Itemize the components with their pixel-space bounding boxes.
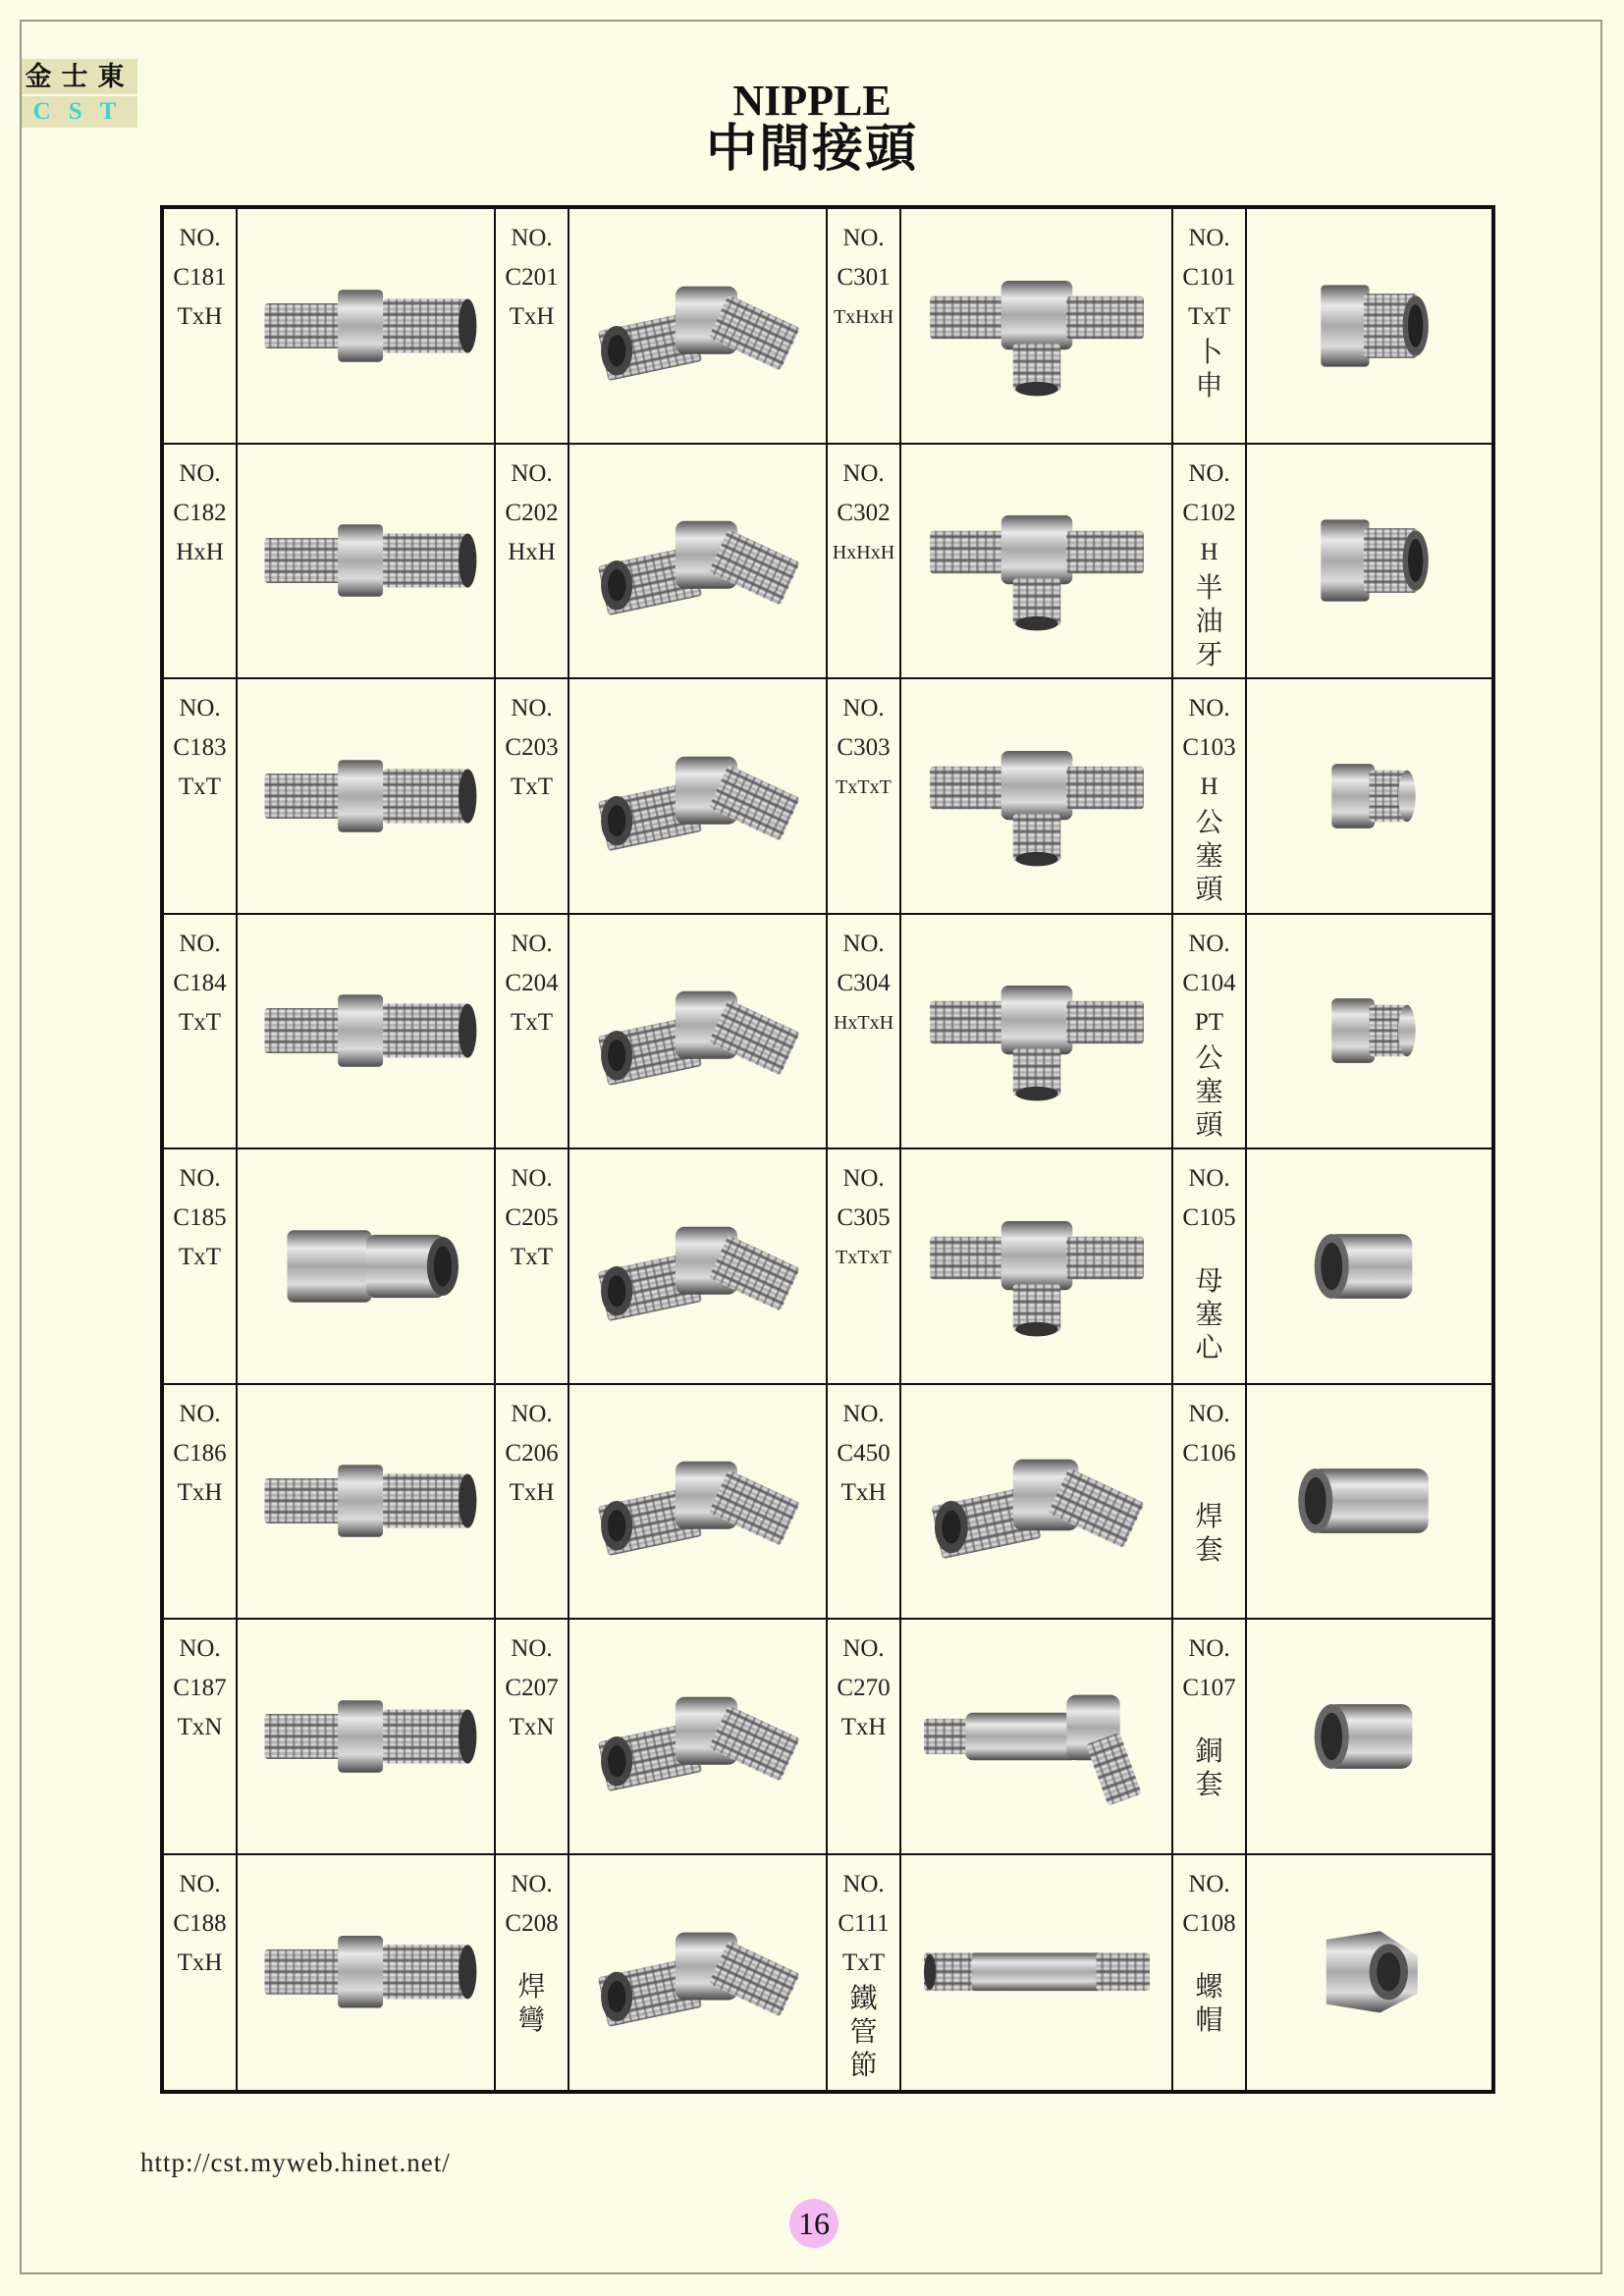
product-desc: 牙 bbox=[1195, 639, 1223, 670]
product-label-c203 bbox=[496, 679, 569, 915]
product-label-c187 bbox=[164, 1620, 238, 1855]
product-desc: 頭 bbox=[1195, 875, 1223, 905]
product-image-c184 bbox=[238, 915, 496, 1150]
elbow-fitting-icon bbox=[918, 1408, 1156, 1594]
product-desc: 申 bbox=[1195, 371, 1223, 401]
product-no: NO. bbox=[842, 1400, 885, 1427]
product-no: NO. bbox=[842, 1635, 885, 1662]
product-desc: TxH bbox=[177, 303, 223, 330]
product-no: NO. bbox=[842, 1165, 885, 1192]
product-image-c270 bbox=[901, 1620, 1173, 1855]
product-label-c188 bbox=[164, 1855, 238, 2091]
product-image-c203 bbox=[569, 679, 828, 915]
product-code: C202 bbox=[505, 499, 559, 526]
product-no: NO. bbox=[179, 459, 221, 487]
product-image-c181 bbox=[238, 209, 496, 445]
product-image-c182 bbox=[238, 445, 496, 680]
product-code: C207 bbox=[505, 1675, 559, 1701]
product-no: NO. bbox=[179, 1400, 221, 1427]
product-label-c183 bbox=[164, 679, 238, 915]
product-desc: 焊 bbox=[1195, 1501, 1223, 1532]
product-image-c207 bbox=[569, 1620, 828, 1855]
product-desc: H bbox=[1200, 538, 1218, 565]
product-image-c104 bbox=[1247, 915, 1491, 1150]
product-label-c182 bbox=[164, 445, 238, 680]
product-no: NO. bbox=[1188, 695, 1230, 721]
product-desc: TxH bbox=[509, 303, 555, 330]
elbow-fitting-icon bbox=[585, 937, 811, 1124]
product-image-c188 bbox=[238, 1855, 496, 2091]
product-label-c206 bbox=[496, 1385, 569, 1621]
product-code: C187 bbox=[173, 1675, 227, 1701]
product-image-c185 bbox=[238, 1149, 496, 1385]
product-code: C450 bbox=[837, 1439, 891, 1467]
product-code: C185 bbox=[173, 1204, 227, 1231]
product-image-c302 bbox=[901, 445, 1173, 680]
ring-fitting-icon bbox=[1262, 1173, 1477, 1360]
straight-fitting-icon bbox=[253, 1643, 479, 1830]
product-desc: HxHxH bbox=[832, 541, 895, 563]
straight-fitting-icon bbox=[253, 1878, 479, 2066]
product-code: C205 bbox=[505, 1204, 559, 1231]
straight-fitting-icon bbox=[253, 467, 479, 654]
product-desc: TxTxT bbox=[836, 776, 892, 798]
product-image-c201 bbox=[569, 209, 828, 445]
product-code: C302 bbox=[837, 499, 891, 526]
product-desc: 銅 bbox=[1195, 1736, 1223, 1767]
product-desc: 心 bbox=[1195, 1333, 1223, 1363]
product-label-c304 bbox=[828, 915, 901, 1150]
product-label-c204 bbox=[496, 915, 569, 1150]
product-image-c204 bbox=[569, 915, 828, 1150]
product-label-c186 bbox=[164, 1385, 238, 1621]
product-label-c303 bbox=[828, 679, 901, 915]
coupling-fitting-icon bbox=[253, 1173, 479, 1360]
product-image-c101 bbox=[1247, 209, 1491, 445]
product-desc: 焊 bbox=[517, 1971, 546, 2002]
product-desc: 管 bbox=[849, 2016, 878, 2048]
product-label-c105 bbox=[1173, 1149, 1247, 1385]
product-code: C102 bbox=[1182, 499, 1236, 526]
product-desc: TxH bbox=[840, 1478, 887, 1506]
product-no: NO. bbox=[1188, 1635, 1230, 1662]
product-image-c186 bbox=[238, 1385, 496, 1621]
elbow-fitting-icon bbox=[585, 1643, 811, 1830]
product-image-c301 bbox=[901, 209, 1173, 445]
product-code: C183 bbox=[173, 734, 227, 761]
product-desc: TxT bbox=[178, 1008, 222, 1036]
product-code: C107 bbox=[1182, 1675, 1236, 1701]
product-image-c303 bbox=[901, 679, 1173, 915]
product-label-c450 bbox=[828, 1385, 901, 1621]
product-code: C181 bbox=[173, 264, 227, 291]
sleeve-fitting-icon bbox=[1262, 1408, 1477, 1594]
product-image-c187 bbox=[238, 1620, 496, 1855]
product-code: C203 bbox=[505, 734, 559, 761]
product-image-c208 bbox=[569, 1855, 828, 2091]
product-desc: PT bbox=[1194, 1008, 1224, 1036]
product-image-c105 bbox=[1247, 1149, 1491, 1385]
product-no: NO. bbox=[1188, 459, 1230, 487]
product-code: C204 bbox=[505, 969, 559, 996]
product-code: C270 bbox=[837, 1675, 891, 1701]
product-no: NO. bbox=[511, 1635, 553, 1662]
product-image-c106 bbox=[1247, 1385, 1491, 1621]
tee-fitting-icon bbox=[918, 233, 1156, 419]
product-code: C111 bbox=[838, 1909, 890, 1937]
product-no: NO. bbox=[511, 459, 553, 487]
product-image-c305 bbox=[901, 1149, 1173, 1385]
product-desc: TxT bbox=[510, 1244, 554, 1270]
product-desc: TxN bbox=[509, 1714, 555, 1740]
product-desc: TxN bbox=[177, 1714, 223, 1740]
product-image-c111 bbox=[901, 1855, 1173, 2091]
product-label-c107 bbox=[1173, 1620, 1247, 1855]
product-desc: 油 bbox=[1195, 606, 1223, 637]
brand-en: CST bbox=[22, 96, 137, 128]
product-code: C182 bbox=[173, 499, 227, 526]
product-no: NO. bbox=[1188, 1165, 1230, 1192]
brand-cn: 金士東 bbox=[22, 59, 137, 94]
product-code: C101 bbox=[1182, 264, 1236, 291]
elbow-fitting-icon bbox=[585, 1173, 811, 1360]
product-desc: 鐵 bbox=[849, 1983, 878, 2014]
product-code: C108 bbox=[1182, 1909, 1236, 1937]
product-image-c183 bbox=[238, 679, 496, 915]
product-no: NO. bbox=[511, 695, 553, 721]
tee-fitting-icon bbox=[918, 1173, 1156, 1360]
product-label-c103 bbox=[1173, 679, 1247, 915]
product-no: NO. bbox=[1188, 225, 1230, 251]
product-label-c184 bbox=[164, 915, 238, 1150]
product-code: C188 bbox=[173, 1909, 227, 1937]
product-image-c450 bbox=[901, 1385, 1173, 1621]
product-desc: 母 bbox=[1195, 1266, 1223, 1297]
straight-fitting-icon bbox=[253, 937, 479, 1124]
product-label-c205 bbox=[496, 1149, 569, 1385]
product-image-c205 bbox=[569, 1149, 828, 1385]
product-desc: HxH bbox=[176, 538, 224, 565]
product-no: NO. bbox=[842, 459, 885, 487]
product-desc: 塞 bbox=[1195, 1300, 1223, 1330]
product-desc: 卜 bbox=[1195, 338, 1223, 368]
product-desc: 塞 bbox=[1195, 841, 1223, 872]
product-label-c102 bbox=[1173, 445, 1247, 680]
product-desc: TxH bbox=[509, 1478, 555, 1506]
product-label-c108 bbox=[1173, 1855, 1247, 2091]
product-desc: 半 bbox=[1195, 572, 1223, 604]
product-label-c106 bbox=[1173, 1385, 1247, 1621]
product-desc: 彎 bbox=[517, 2004, 546, 2036]
nut-fitting-icon bbox=[1262, 1878, 1477, 2066]
product-code: C305 bbox=[837, 1204, 891, 1231]
product-label-c202 bbox=[496, 445, 569, 680]
product-no: NO. bbox=[842, 695, 885, 721]
page-title bbox=[0, 79, 1624, 178]
product-image-c107 bbox=[1247, 1620, 1491, 1855]
product-code: C304 bbox=[837, 969, 891, 996]
product-no: NO. bbox=[511, 1165, 553, 1192]
product-no: NO. bbox=[179, 1870, 221, 1897]
long-elbow-fitting-icon bbox=[918, 1643, 1156, 1830]
product-label-c305 bbox=[828, 1149, 901, 1385]
product-desc: TxT bbox=[841, 1949, 886, 1976]
product-desc: 套 bbox=[1195, 1770, 1223, 1800]
product-no: NO. bbox=[1188, 1870, 1230, 1897]
product-code: C184 bbox=[173, 969, 227, 996]
product-label-c201 bbox=[496, 209, 569, 445]
elbow-fitting-icon bbox=[585, 703, 811, 889]
elbow-fitting-icon bbox=[585, 467, 811, 654]
product-desc: 套 bbox=[1195, 1534, 1223, 1566]
product-no: NO. bbox=[842, 225, 885, 251]
product-label-c207 bbox=[496, 1620, 569, 1855]
product-code: C105 bbox=[1182, 1204, 1236, 1231]
product-desc: TxTxT bbox=[836, 1247, 892, 1268]
product-desc: 塞 bbox=[1195, 1076, 1223, 1107]
product-code: C303 bbox=[837, 734, 891, 761]
product-label-c302 bbox=[828, 445, 901, 680]
product-label-c185 bbox=[164, 1149, 238, 1385]
product-label-c101 bbox=[1173, 209, 1247, 445]
product-no: NO. bbox=[842, 930, 885, 957]
product-no: NO. bbox=[511, 1400, 553, 1427]
straight-fitting-icon bbox=[253, 1408, 479, 1594]
product-desc: HxH bbox=[508, 538, 556, 565]
title-cn: 中間接頭 bbox=[705, 122, 918, 179]
product-no: NO. bbox=[179, 1635, 221, 1662]
product-image-c206 bbox=[569, 1385, 828, 1621]
product-no: NO. bbox=[511, 930, 553, 957]
product-grid bbox=[160, 205, 1495, 2094]
plug-fitting-icon bbox=[1262, 703, 1477, 889]
product-no: NO. bbox=[511, 1870, 553, 1897]
tee-fitting-icon bbox=[918, 937, 1156, 1124]
product-image-c102 bbox=[1247, 445, 1491, 680]
product-label-c104 bbox=[1173, 915, 1247, 1150]
product-desc: 公 bbox=[1195, 808, 1223, 838]
straight-fitting-icon bbox=[253, 703, 479, 889]
product-image-c304 bbox=[901, 915, 1173, 1150]
product-desc: 螺 bbox=[1195, 1971, 1223, 2002]
product-image-c103 bbox=[1247, 679, 1491, 915]
product-code: C201 bbox=[505, 264, 559, 291]
product-desc: TxH bbox=[840, 1714, 887, 1740]
plug-fitting-icon bbox=[1262, 937, 1477, 1124]
product-code: C301 bbox=[837, 264, 891, 291]
product-desc: TxT bbox=[178, 1244, 222, 1270]
product-code: C106 bbox=[1182, 1439, 1236, 1467]
product-no: NO. bbox=[1188, 930, 1230, 957]
elbow-fitting-icon bbox=[585, 1408, 811, 1594]
bushing-fitting-icon bbox=[1262, 233, 1477, 419]
product-label-c181 bbox=[164, 209, 238, 445]
product-label-c111 bbox=[828, 1855, 901, 2091]
product-no: NO. bbox=[1188, 1400, 1230, 1427]
elbow-fitting-icon bbox=[585, 1878, 811, 2066]
product-code: C103 bbox=[1182, 734, 1236, 761]
product-desc: TxHxH bbox=[833, 306, 894, 328]
product-no: NO. bbox=[179, 1165, 221, 1192]
product-image-c108 bbox=[1247, 1855, 1491, 2091]
product-code: C104 bbox=[1182, 969, 1236, 996]
product-label-c301 bbox=[828, 209, 901, 445]
product-no: NO. bbox=[179, 930, 221, 957]
tee-fitting-icon bbox=[918, 703, 1156, 889]
product-desc: TxT bbox=[178, 774, 222, 800]
product-label-c208 bbox=[496, 1855, 569, 2091]
title-en: NIPPLE bbox=[732, 77, 892, 125]
straight-fitting-icon bbox=[253, 233, 479, 419]
product-code: C186 bbox=[173, 1439, 227, 1467]
website-url[interactable]: http://cst.myweb.hinet.net/ bbox=[140, 2148, 451, 2177]
bushing-fitting-icon bbox=[1262, 467, 1477, 654]
product-desc: H bbox=[1200, 774, 1218, 800]
pipe-nipple-icon bbox=[918, 1878, 1156, 2066]
product-desc: TxT bbox=[510, 774, 554, 800]
product-image-c202 bbox=[569, 445, 828, 680]
ring-fitting-icon bbox=[1262, 1643, 1477, 1830]
elbow-fitting-icon bbox=[585, 233, 811, 419]
product-code: C206 bbox=[505, 1439, 559, 1467]
product-no: NO. bbox=[842, 1870, 885, 1897]
product-no: NO. bbox=[511, 225, 553, 251]
product-desc: TxT bbox=[510, 1008, 554, 1036]
product-desc: HxTxH bbox=[833, 1011, 894, 1034]
product-desc: 帽 bbox=[1195, 2004, 1223, 2036]
product-no: NO. bbox=[179, 695, 221, 721]
product-desc: TxH bbox=[177, 1478, 223, 1506]
product-desc: 節 bbox=[849, 2050, 878, 2081]
product-label-c270 bbox=[828, 1620, 901, 1855]
tee-fitting-icon bbox=[918, 467, 1156, 654]
product-desc: TxT bbox=[1187, 303, 1231, 330]
product-desc: 頭 bbox=[1195, 1109, 1223, 1141]
product-code: C208 bbox=[505, 1909, 559, 1937]
product-no: NO. bbox=[179, 225, 221, 251]
page-number: 16 bbox=[789, 2199, 839, 2248]
product-desc: TxH bbox=[177, 1949, 223, 1976]
product-desc: 公 bbox=[1195, 1042, 1223, 1074]
